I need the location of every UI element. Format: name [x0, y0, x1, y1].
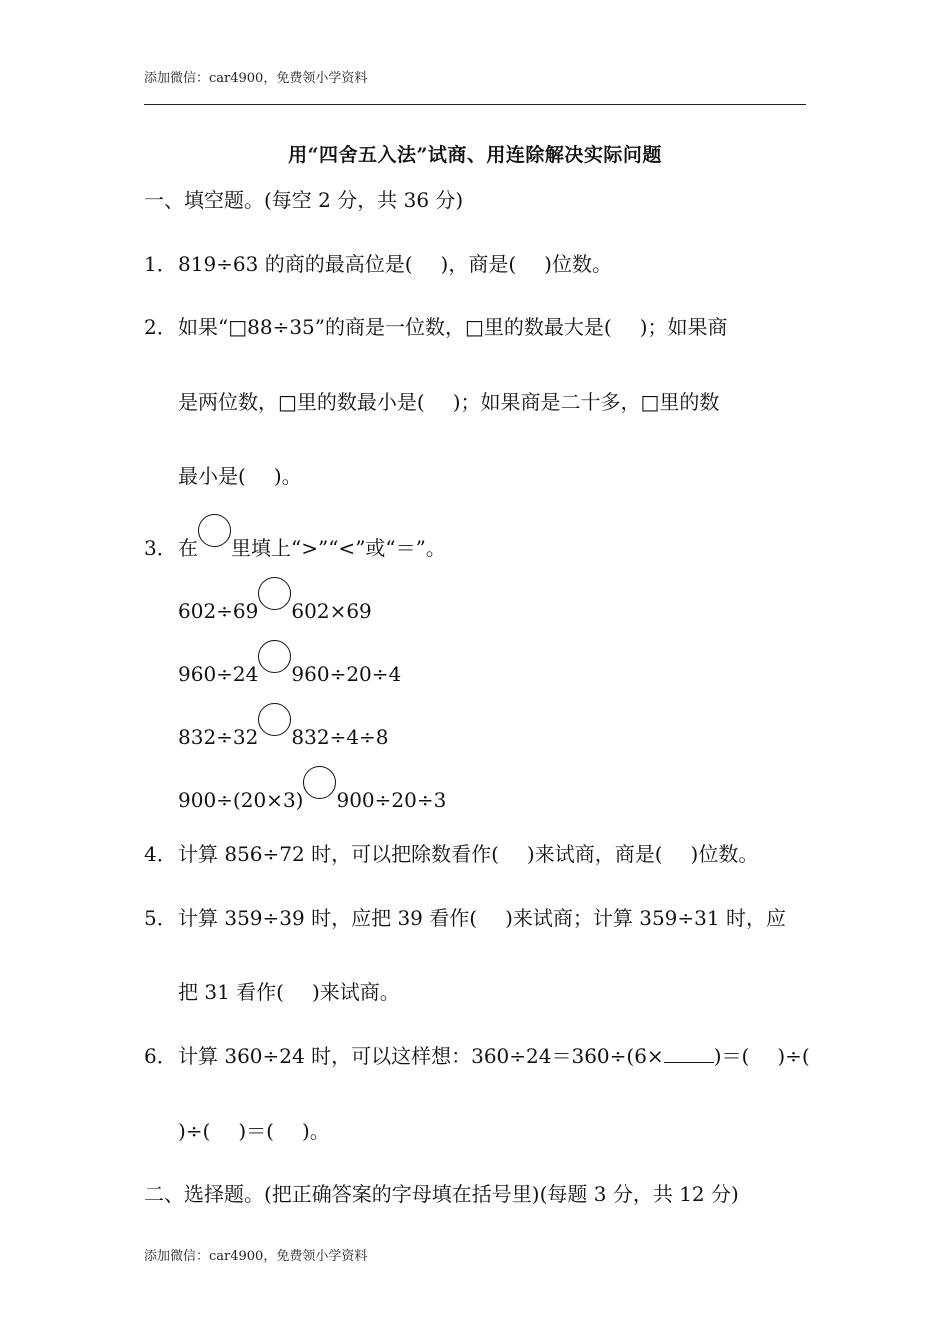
section1-heading: 一、填空题。(每空 2 分，共 36 分): [144, 188, 464, 212]
question-2-line-2: [178, 388, 719, 416]
q2-line3-b: )。: [273, 464, 302, 488]
compare-circle[interactable]: [258, 577, 291, 610]
compare-left: 832÷32: [178, 725, 259, 749]
compare-left: 960÷24: [178, 662, 259, 686]
compare-left: 602÷69: [178, 599, 259, 623]
compare-item: [178, 778, 446, 814]
q4-text-c: )位数。: [690, 842, 759, 866]
question-number: 4．: [144, 842, 177, 866]
q5-line2-b: )来试商。: [311, 980, 400, 1004]
q5-line1-a: 计算 359÷39 时，应把 39 看作(: [178, 906, 478, 930]
q6-line2-c: )。: [301, 1119, 330, 1143]
compare-left: 900÷(20×3): [178, 788, 304, 812]
question-2-line-1: [144, 313, 728, 341]
question-number: 5．: [144, 906, 177, 930]
compare-right: 900÷20÷3: [336, 788, 447, 812]
compare-circle[interactable]: [258, 703, 291, 736]
question-4: [144, 840, 758, 868]
header-divider: [144, 104, 806, 105]
q6-line1-a: 计算 360÷24 时，可以这样想：360÷24＝360÷(6×: [178, 1044, 664, 1068]
question-5-line-2: [178, 978, 400, 1006]
compare-circle[interactable]: [303, 766, 336, 799]
q4-text-b: )来试商，商是(: [526, 842, 663, 866]
question-number: 1．: [144, 252, 177, 276]
q5-line2-a: 把 31 看作(: [178, 980, 284, 1004]
header-note: 添加微信：car4900，免费领小学资料: [144, 71, 368, 86]
question-6-line-2: [178, 1117, 330, 1145]
compare-right: 960÷20÷4: [291, 662, 402, 686]
question-5-line-1: [144, 904, 786, 932]
q1-text-b: )，商是(: [440, 252, 517, 276]
compare-item: [178, 715, 389, 751]
q1-text-a: 819÷63 的商的最高位是(: [178, 252, 413, 276]
q6-line1-c: )÷(: [777, 1044, 810, 1068]
section2-heading: 二、选择题。(把正确答案的字母填在括号里)(每题 3 分，共 12 分): [144, 1182, 739, 1206]
question-2-line-3: [178, 462, 302, 490]
compare-right: 602×69: [291, 599, 372, 623]
q2-line2-a: 是两位数，□里的数最小是(: [178, 390, 425, 414]
question-number: 2．: [144, 315, 177, 339]
question-number: 3．: [144, 536, 177, 560]
circle-icon: [198, 514, 231, 547]
q2-line1-a: 如果“□88÷35”的商是一位数，□里的数最大是(: [178, 315, 612, 339]
page-title: 用“四舍五入法”试商、用连除解决实际问题: [288, 144, 662, 166]
q1-text-c: )位数。: [544, 252, 612, 276]
q5-line1-b: )来试商；计算 359÷31 时，应: [505, 906, 786, 930]
q2-line1-b: )；如果商: [639, 315, 728, 339]
q2-line3-a: 最小是(: [178, 464, 246, 488]
q2-line2-b: )；如果商是二十多，□里的数: [452, 390, 720, 414]
q4-text-a: 计算 856÷72 时，可以把除数看作(: [178, 842, 499, 866]
compare-item: [178, 652, 401, 688]
question-3: [144, 526, 446, 562]
footer-note: 添加微信：car4900，免费领小学资料: [144, 1249, 368, 1264]
question-number: 6．: [144, 1044, 177, 1068]
q6-line2-b: )＝(: [238, 1119, 274, 1143]
q3-text-b: 里填上“>”“<”或“＝”。: [231, 536, 446, 560]
question-1: [144, 250, 612, 278]
q6-line1-b: )＝(: [713, 1044, 750, 1068]
q3-text-a: 在: [178, 536, 198, 560]
compare-item: [178, 589, 372, 625]
compare-right: 832÷4÷8: [291, 725, 389, 749]
question-6-line-1: [144, 1042, 810, 1070]
underline-blank[interactable]: [664, 1044, 714, 1063]
compare-circle[interactable]: [258, 640, 291, 673]
q6-line2-a: )÷(: [178, 1119, 211, 1143]
